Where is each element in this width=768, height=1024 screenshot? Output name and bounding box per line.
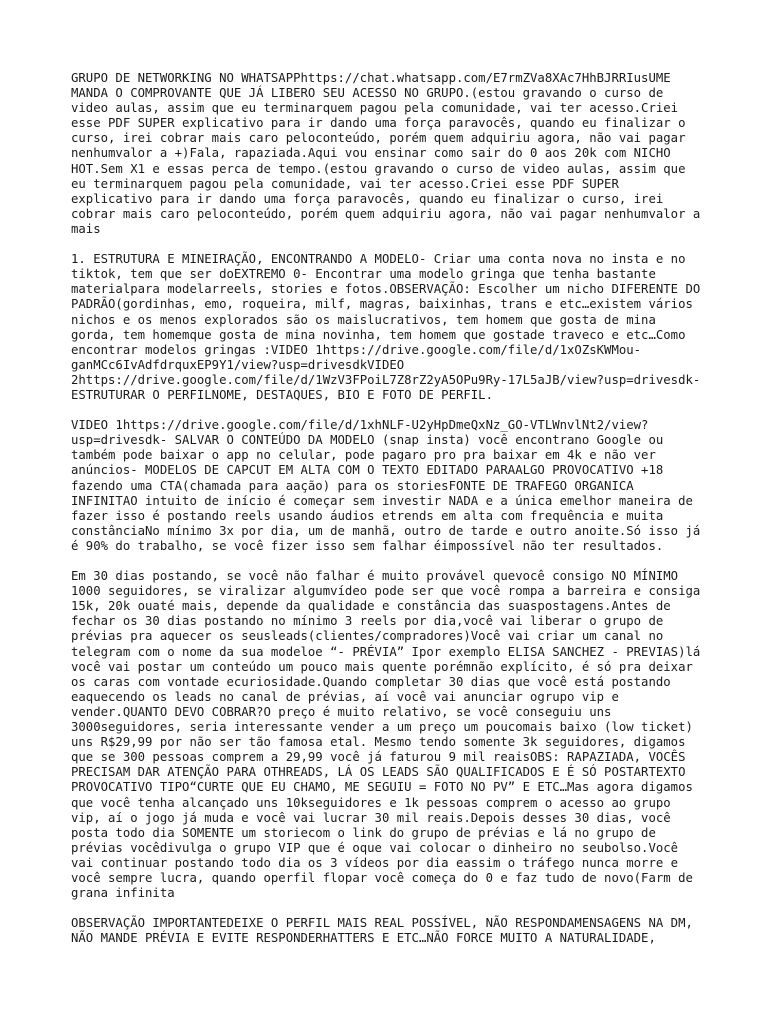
paragraph-30-days-posting: Em 30 dias postando, se você não falhar é muito provável quevocê consigo NO MÍNIMO 1000 seguidores, se viralizar algumvídeo pode ser que você rompa a barreira e consiga 15k, 20k ouaté mais, depende da qualidade e constância das suaspostagens.Antes de fechar os 30 dias postando no mínimo 3 reels por dia,você vai liberar o grupo de prévias pra aquecer os seusleads(clientes/compradores)Você vai criar um canal no telegram com o nome da sua modeloe “- PRÉVIA” Ipor exemplo ELISA SANCHEZ - PREVIAS)lá você vai postar um conteúdo um pouco mais quente porémnão explícito, é só pra deixar os caras com vontade ecuriosidade.Quando completar 30 dias que você está postando eaquecendo os leads no canal de prévias, aí você vai anunciar ogrupo vip e vender.QUANTO DEVO COBRAR?O preço é muito relativo, se você conseguiu uns 3000seguidores, seria interessante vender a um preço um poucomais baixo (low ticket) uns R$29,99 por não ser tão famosa etal. Mesmo tendo somente 3k seguidores, digamos que se 300 pessoas comprem a 29,99 você já faturou 9 mil reaisOBS: RAPAZIADA, VOCÊS PRECISAM DAR ATENÇÃO PARA OTHREADS, LÁ OS LEADS SÃO QUALIFICADOS E É SÓ POSTARTEXTO PROVOCATIVO TIPO“CURTE QUE EU CHAMO, ME SEGUIU = FOTO NO PV” E ETC…Mas agora digamos que você tenha alcançado uns 10kseguidores e 1k pessoas comprem o acesso ao grupo vip, aí o jogo já muda e você vai lucrar 30 mil reais.Depois desses 30 dias, você posta todo dia SOMENTE um storiecom o link do grupo de prévias e lá no grupo de prévias vocêdivulga o grupo VIP que é oque vai colocar o dinheiro no seubolso.Você vai continuar postando todo dia os 3 vídeos por dia eassim o tráfego nunca morre e você sempre lucra, quando operfil flopar você começa do 0 e faz tudo de novo(Farm de grana infinita <box>71 569 701 901</box>
paragraph-networking-group: GRUPO DE NETWORKING NO WHATSAPPhttps://chat.whatsapp.com/E7rmZVa8XAc7HhBJRRIusUME MANDA O COMPROVANTE QUE JÁ LIBERO SEU ACESSO NO GRUPO.(estou gravando o curso de video aulas, assim que eu terminarquem pagou pela comunidade, vai ter acesso.Criei esse PDF SUPER explicativo para ir dando uma força paravocês, quando eu finalizar o curso, irei cobrar mais caro peloconteúdo, porém quem adquiriu agora, não vai pagar nenhumvalor a +)Fala, rapaziada.Aqui vou ensinar como sair do 0 aos 20k com NICHO HOT.Sem X1 e essas perca de tempo.(estou gravando o curso de video aulas, assim que eu terminarquem pagou pela comunidade, vai ter acesso.Criei esse PDF SUPER explicativo para ir dando uma força paravocês, quando eu finalizar o curso, irei cobrar mais caro peloconteúdo, porém quem adquiriu agora, não vai pagar nenhumvalor a mais <box>71 71 701 236</box>
document-body <box>71 71 701 962</box>
paragraph-important-note: OBSERVAÇÃO IMPORTANTEDEIXE O PERFIL MAIS REAL POSSÍVEL, NÃO RESPONDAMENSAGENS NA DM, NÃO MANDE PRÉVIA E EVITE RESPONDERHATTERS E ETC…NÃO FORCE MUITO A NATURALIDADE, <box>71 916 693 946</box>
paragraph-structure-mining: 1. ESTRUTURA E MINEIRAÇÃO, ENCONTRANDO A MODELO- Criar uma conta nova no insta e no tiktok, tem que ser doEXTREMO 0- Encontrar uma modelo gringa que tenha bastante materialpara modelarreels, stories e fotos.OBSERVAÇÃO: Escolher um nicho DIFERENTE DO PADRÃO(gordinhas, emo, roqueira, milf, magras, baixinhas, trans e etc…existem vários nichos e os menos explorados são os maislucrativos, tem homem que gosta de mina gorda, tem homemque gosta de mina novinha, tem homem que gostade traveco e etc…Como encontrar modelos gringas :VIDEO 1https://drive.google.com/file/d/1xOZsKWMou-ganMCc6IvAdfdrquxEP9Y1/view?usp=drivesdkVIDEO 2https://drive.google.com/file/d/1WzV3FPoiL7Z8rZ2yA5OPu9Ry-17L5aJB/view?usp=drivesdk- ESTRUTURAR O PERFILNOME, DESTAQUES, BIO E FOTO DE PERFIL. <box>71 252 701 402</box>
paragraph-video-content: VIDEO 1https://drive.google.com/file/d/1xhNLF-U2yHpDmeQxNz_GO-VTLWnvlNt2/view?usp=drivesdk- SALVAR O CONTEÚDO DA MODELO (snap insta) você encontrano Google ou também pode baixar o app no celular, pode pagaro pro pra baixar em 4k e não ver anúncios- MODELOS DE CAPCUT EM ALTA COM O TEXTO EDITADO PARAALGO PROVOCATIVO +18 fazendo uma CTA(chamada para aação) para os storiesFONTE DE TRAFEGO ORGANICA INFINITAO intuito de início é começar sem investir NADA e a única emelhor maneira de fazer isso é postando reels usando áudios etrends em alta com frequência e muita constânciaNo mínimo 3x por dia, um de manhã, outro de tarde e outro anoite.Só isso já é 90% do trabalho, se você fizer isso sem falhar éimpossível não ter resultados. <box>71 418 701 553</box>
